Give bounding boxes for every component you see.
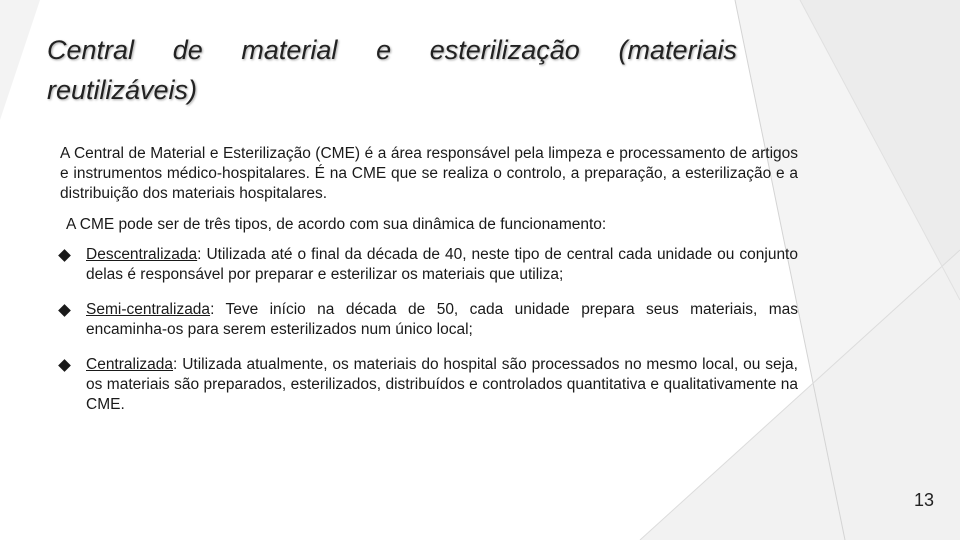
slide-title: Central de material e esterilização (materiais reutilizáveis) (47, 35, 737, 105)
list-item (60, 300, 798, 340)
diamond-bullet-icon (58, 304, 71, 317)
slide-body (60, 144, 798, 430)
type-term: Semi-centralizada (86, 301, 211, 318)
types-intro: A CME pode ser de três tipos, de acordo com sua dinâmica de funcionamento: (66, 216, 607, 233)
diamond-bullet-icon (58, 359, 71, 372)
type-term: Descentralizada (86, 246, 198, 263)
type-term: Centralizada (86, 356, 174, 373)
type-description: : Utilizada atualmente, os materiais do hospital são processados no mesmo local, ou seja, os materiais são preparados, esterilizados, distribuídos e controlados quantitativa e qualitativamente na CME. (86, 356, 798, 413)
type-description: : Utilizada até o final da década de 40, neste tipo de central cada unidade ou conjunto delas é responsável por preparar e esterilizar os materiais que utiliza; (86, 246, 798, 283)
type-description: : Teve início na década de 50, cada unidade prepara seus materiais, mas encaminha-os para serem esterilizados num único local; (86, 301, 798, 338)
page-number: 13 (913, 490, 934, 510)
decor-shape-left (0, 0, 40, 120)
list-item (60, 245, 798, 285)
cme-types-list (60, 245, 798, 415)
list-item (60, 355, 798, 415)
diamond-bullet-icon (58, 249, 71, 262)
intro-paragraph: A Central de Material e Esterilização (CME) é a área responsável pela limpeza e processamento de artigos e instrumentos médico-hospitalares. É na CME que se realiza o controlo, a preparação, a esterilização e a distribuição dos materiais hospitalares. (60, 145, 798, 202)
